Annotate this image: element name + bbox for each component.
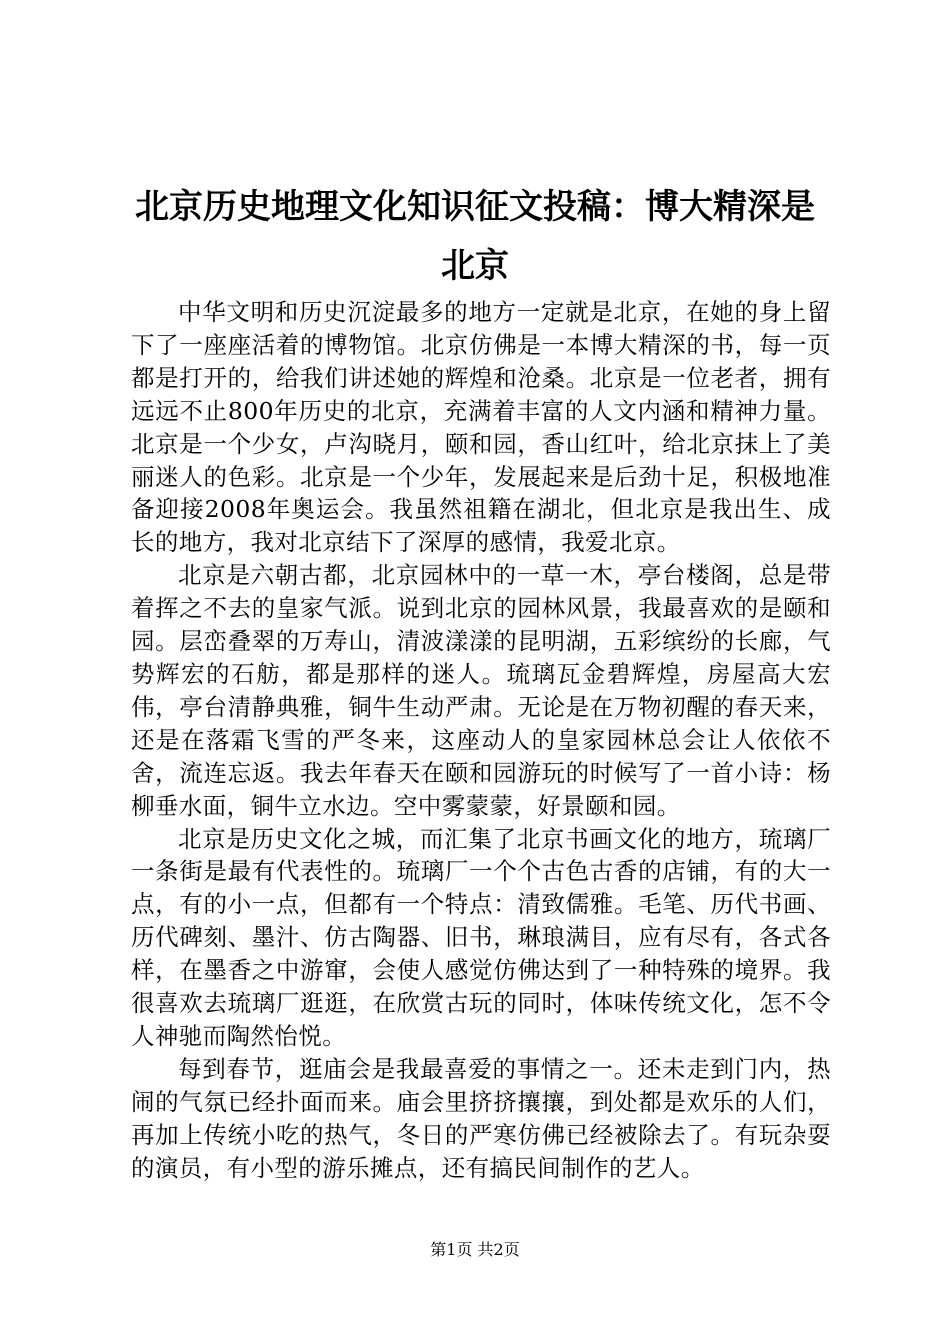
document-title: 北京历史地理文化知识征文投稿：博大精深是北京	[135, 187, 815, 286]
paragraph-4: 每到春节，逛庙会是我最喜爱的事情之一。还未走到门内，热闹的气氛已经扑面而来。庙会里挤挤攘攘，到处都是欢乐的人们，再加上传统小吃的热气，冬日的严寒仿佛已经被除去了。有玩杂耍的演员，有小型的游乐摊点，还有搞民间制作的艺人。	[131, 1054, 831, 1182]
paragraph-3: 北京是历史文化之城，而汇集了北京书画文化的地方，琉璃厂一条街是最有代表性的。琉璃厂一个个古色古香的店铺，有的大一点，有的小一点，但都有一个特点：清致儒雅。毛笔、历代书画、历代碑刻、墨汁、仿古陶器、旧书，琳琅满目，应有尽有，各式各样，在墨香之中游窜，会使人感觉仿佛达到了一种特殊的境界。我很喜欢去琉璃厂逛逛，在欣赏古玩的同时，体味传统文化，怎不令人神驰而陶然怡悦。	[131, 824, 831, 1050]
paragraph-1: 中华文明和历史沉淀最多的地方一定就是北京，在她的身上留下了一座座活着的博物馆。北京仿佛是一本博大精深的书，每一页都是打开的，给我们讲述她的辉煌和沧桑。北京是一位老者，拥有远远不止800年历史的北京，充满着丰富的人文内涵和精神力量。北京是一个少女，卢沟晓月，颐和园，香山红叶，给北京抹上了美丽迷人的色彩。北京是一个少年，发展起来是后劲十足，积极地准备迎接2008年奥运会。我虽然祖籍在湖北，但北京是我出生、成长的地方，我对北京结下了深厚的感情，我爱北京。	[131, 298, 831, 557]
paragraph-2: 北京是六朝古都，北京园林中的一草一木，亭台楼阁，总是带着挥之不去的皇家气派。说到北京的园林风景，我最喜欢的是颐和园。层峦叠翠的万寿山，清波漾漾的昆明湖，五彩缤纷的长廊，气势辉宏的石舫，都是那样的迷人。琉璃瓦金碧辉煌，房屋高大宏伟，亭台清静典雅，铜牛生动严肃。无论是在万物初醒的春天来，还是在落霜飞雪的严冬来，这座动人的皇家园林总会让人依依不舍，流连忘返。我去年春天在颐和园游玩的时候写了一首小诗：杨柳垂水面，铜牛立水边。空中雾蒙蒙，好景颐和园。	[131, 561, 831, 820]
page-footer: 第1页 共2页	[430, 1240, 520, 1259]
document-body	[131, 296, 831, 1184]
